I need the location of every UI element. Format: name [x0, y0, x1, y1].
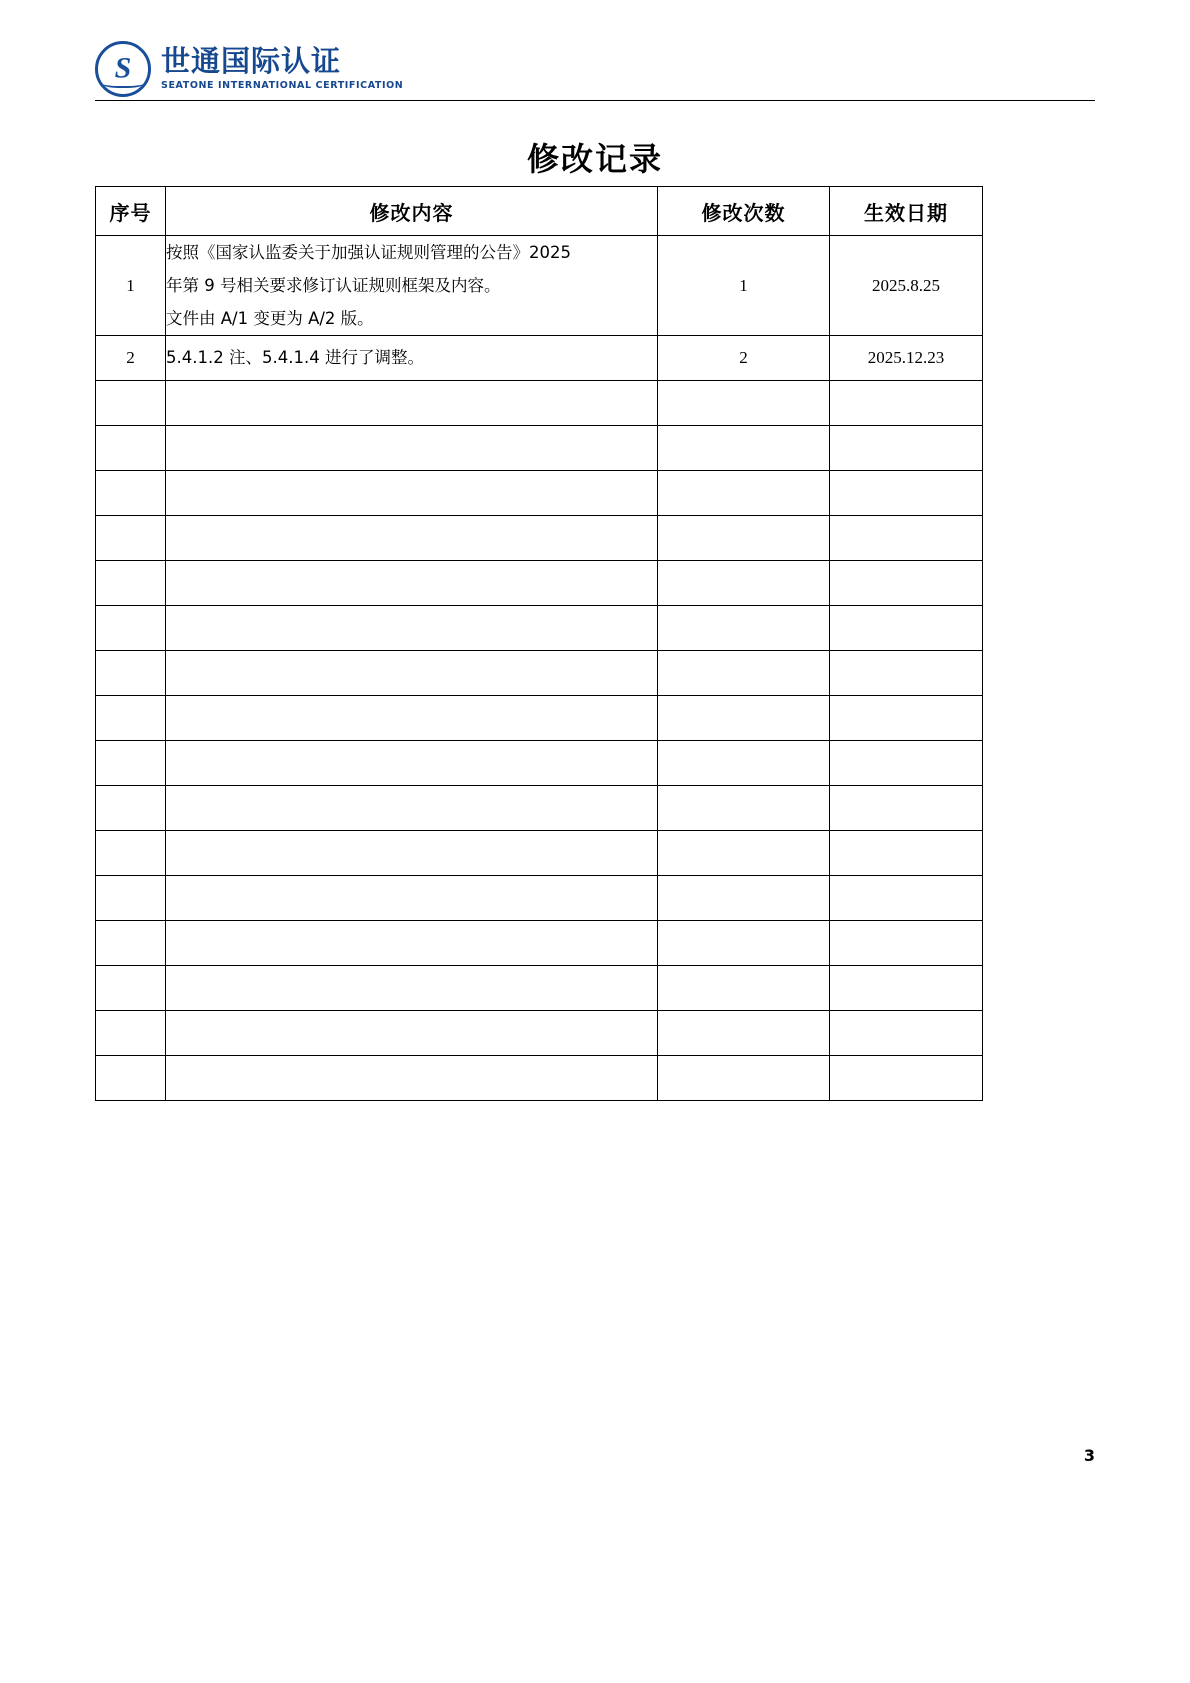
empty-cell-count — [658, 381, 830, 426]
table-row-empty — [96, 471, 983, 516]
empty-cell-content — [166, 696, 658, 741]
empty-cell-no — [96, 696, 166, 741]
empty-cell-no — [96, 426, 166, 471]
empty-cell-count — [658, 876, 830, 921]
empty-cell-date — [830, 921, 983, 966]
header-divider — [95, 100, 1095, 101]
empty-cell-date — [830, 696, 983, 741]
empty-cell-content — [166, 786, 658, 831]
empty-cell-content — [166, 921, 658, 966]
empty-cell-no — [96, 876, 166, 921]
empty-cell-content — [166, 561, 658, 606]
empty-cell-count — [658, 831, 830, 876]
empty-cell-no — [96, 516, 166, 561]
table-row-empty — [96, 606, 983, 651]
empty-cell-content — [166, 741, 658, 786]
empty-cell-no — [96, 561, 166, 606]
company-logo — [95, 40, 1095, 98]
empty-cell-count — [658, 696, 830, 741]
empty-cell-date — [830, 741, 983, 786]
empty-cell-content — [166, 966, 658, 1011]
empty-cell-count — [658, 516, 830, 561]
empty-cell-count — [658, 1011, 830, 1056]
logo-english-name: SEATONE INTERNATIONAL CERTIFICATION — [161, 80, 404, 92]
row-1-content-line-3: 文件由 A/1 变更为 A/2 版。 — [166, 309, 374, 328]
row-2-count: 2 — [658, 336, 830, 381]
empty-cell-no — [96, 1011, 166, 1056]
seatone-logo-icon — [95, 41, 151, 97]
empty-cell-date — [830, 876, 983, 921]
empty-cell-no — [96, 471, 166, 516]
header-cell-date: 生效日期 — [830, 187, 983, 236]
empty-cell-count — [658, 651, 830, 696]
document-header — [95, 40, 1095, 102]
table-row-empty — [96, 381, 983, 426]
table-row-empty — [96, 831, 983, 876]
empty-cell-count — [658, 1056, 830, 1101]
logo-text-block — [161, 44, 404, 92]
empty-cell-count — [658, 786, 830, 831]
empty-cell-count — [658, 426, 830, 471]
table-header-row — [96, 187, 983, 236]
empty-cell-no — [96, 921, 166, 966]
empty-cell-date — [830, 516, 983, 561]
empty-cell-no — [96, 381, 166, 426]
empty-cell-count — [658, 561, 830, 606]
row-1-no: 1 — [96, 236, 166, 336]
row-1-content-line-1: 按照《国家认监委关于加强认证规则管理的公告》2025 — [166, 243, 571, 262]
empty-cell-date — [830, 381, 983, 426]
empty-cell-count — [658, 921, 830, 966]
table-row-empty — [96, 651, 983, 696]
empty-cell-no — [96, 651, 166, 696]
row-2-content: 5.4.1.2 注、5.4.1.4 进行了调整。 — [166, 336, 658, 381]
empty-cell-content — [166, 1056, 658, 1101]
empty-cell-date — [830, 831, 983, 876]
empty-cell-date — [830, 966, 983, 1011]
row-2-date: 2025.12.23 — [830, 336, 983, 381]
table-row-empty — [96, 786, 983, 831]
table-row-empty — [96, 1011, 983, 1056]
empty-cell-date — [830, 426, 983, 471]
page-number: 3 — [1083, 1446, 1095, 1465]
empty-cell-content — [166, 651, 658, 696]
header-cell-content: 修改内容 — [166, 187, 658, 236]
table-row-empty — [96, 1056, 983, 1101]
row-1-date: 2025.8.25 — [830, 236, 983, 336]
empty-cell-no — [96, 966, 166, 1011]
table-row-empty — [96, 561, 983, 606]
row-1-count: 1 — [658, 236, 830, 336]
page-title: 修改记录 — [526, 140, 663, 178]
empty-cell-count — [658, 741, 830, 786]
row-1-content — [166, 236, 658, 336]
empty-cell-content — [166, 426, 658, 471]
revision-record-table — [95, 186, 983, 1101]
empty-cell-date — [830, 471, 983, 516]
table-row-empty — [96, 696, 983, 741]
empty-cell-count — [658, 606, 830, 651]
table-row — [96, 336, 983, 381]
empty-cell-content — [166, 876, 658, 921]
table-row-empty — [96, 516, 983, 561]
empty-cell-no — [96, 606, 166, 651]
empty-cell-date — [830, 561, 983, 606]
row-1-content-line-2: 年第 9 号相关要求修订认证规则框架及内容。 — [166, 276, 501, 295]
empty-cell-content — [166, 1011, 658, 1056]
table-row-empty — [96, 426, 983, 471]
empty-cell-date — [830, 1056, 983, 1101]
empty-cell-content — [166, 471, 658, 516]
empty-cell-date — [830, 1011, 983, 1056]
header-cell-count: 修改次数 — [658, 187, 830, 236]
empty-cell-no — [96, 741, 166, 786]
empty-cell-no — [96, 831, 166, 876]
table-row-empty — [96, 966, 983, 1011]
empty-cell-count — [658, 471, 830, 516]
empty-cell-content — [166, 381, 658, 426]
logo-chinese-name: 世通国际认证 — [161, 44, 342, 79]
empty-cell-no — [96, 786, 166, 831]
empty-cell-date — [830, 651, 983, 696]
table-row-empty — [96, 921, 983, 966]
empty-cell-content — [166, 831, 658, 876]
empty-cell-date — [830, 786, 983, 831]
empty-cell-no — [96, 1056, 166, 1101]
row-2-no: 2 — [96, 336, 166, 381]
empty-cell-date — [830, 606, 983, 651]
empty-cell-content — [166, 606, 658, 651]
empty-cell-count — [658, 966, 830, 1011]
table-row — [96, 236, 983, 336]
table-row-empty — [96, 876, 983, 921]
empty-cell-content — [166, 516, 658, 561]
table-row-empty — [96, 741, 983, 786]
header-cell-no: 序号 — [96, 187, 166, 236]
